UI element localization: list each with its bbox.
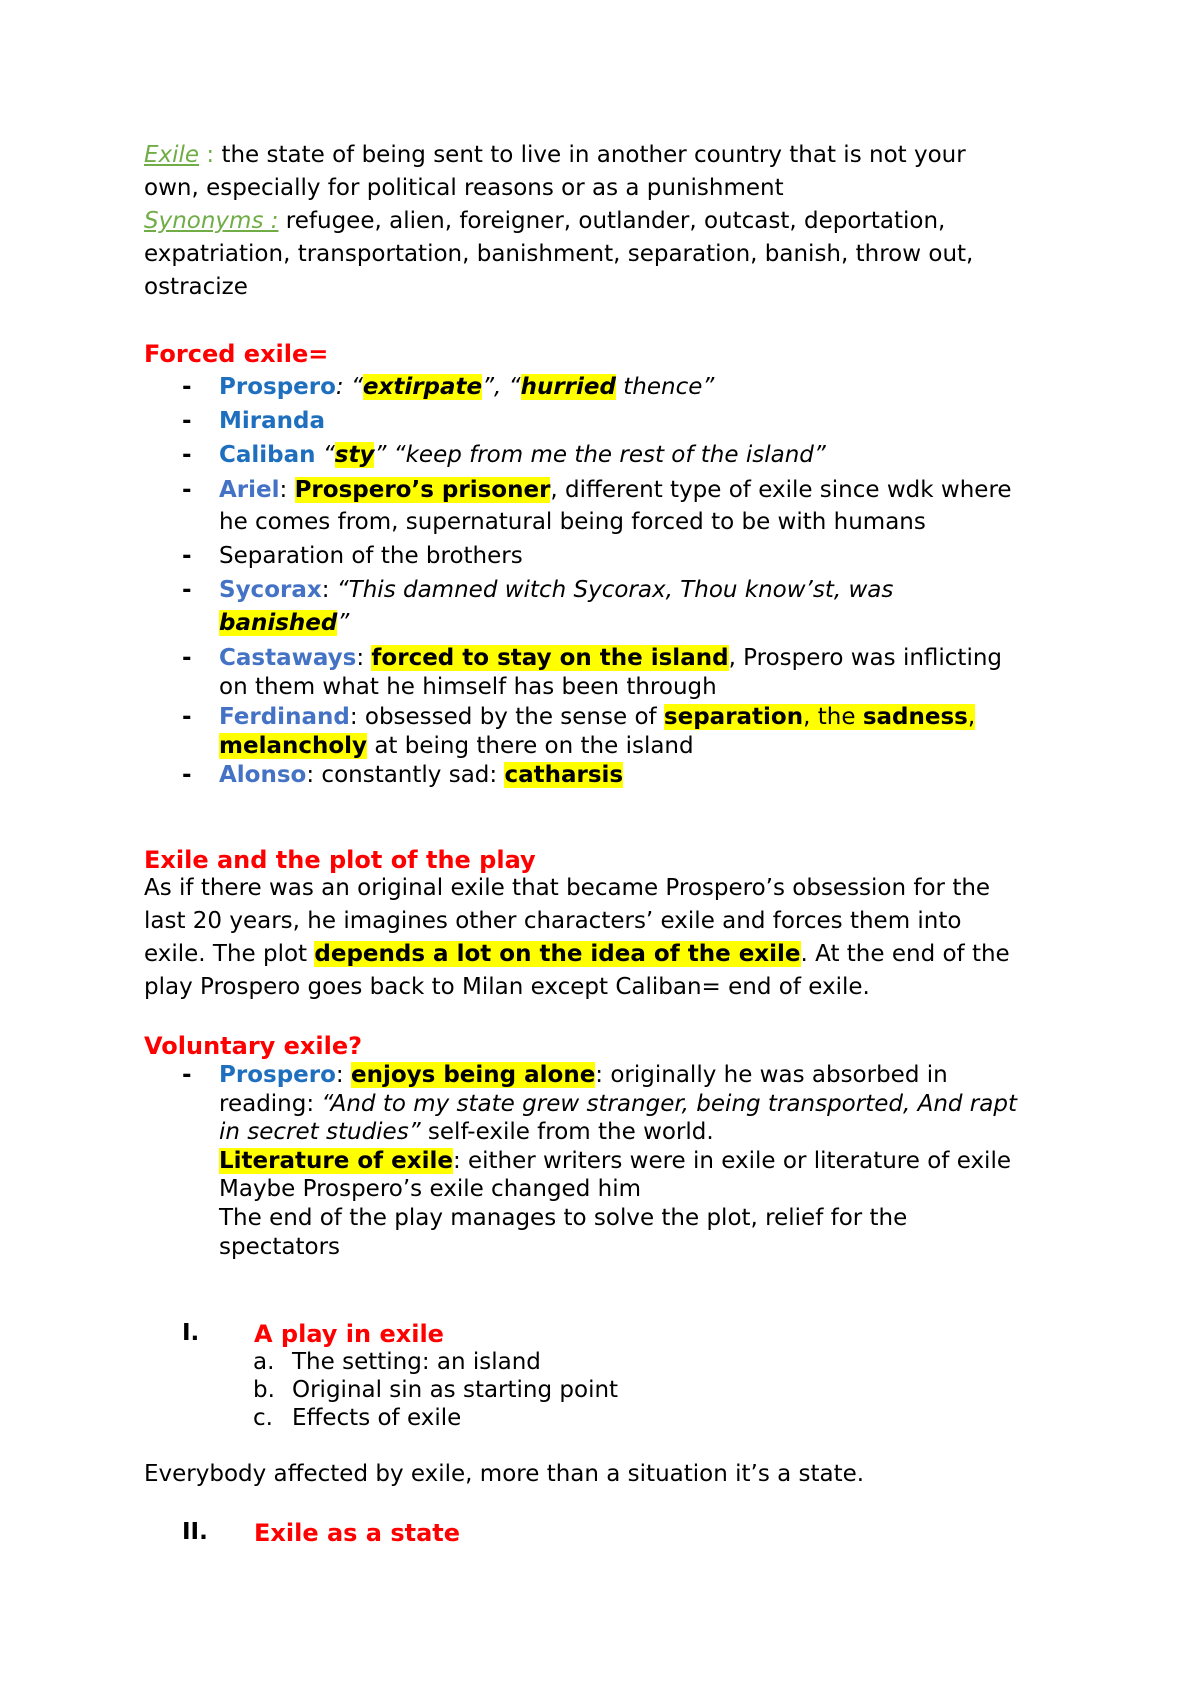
bullet-miranda: Miranda: [219, 408, 325, 434]
synonyms-line-2: expatriation, transportation, banishment, separation, banish, throw out,: [144, 241, 974, 267]
highlight-forced-to-stay: forced to stay on the island: [371, 645, 729, 671]
outline-item: Original sin as starting point: [292, 1377, 619, 1403]
name-prospero: Prospero: [219, 374, 336, 400]
bullet-dash: -: [182, 374, 192, 400]
bullet-dash: -: [182, 1062, 192, 1088]
forced-exile-heading: Forced exile=: [144, 340, 329, 368]
highlight-banished: banished: [219, 610, 338, 636]
name-ferdinand: Ferdinand: [219, 704, 350, 730]
name-prospero: Prospero: [219, 1062, 336, 1088]
outline-letter: b.: [253, 1377, 275, 1403]
highlight-separation: separation: [663, 704, 804, 730]
end-of-play-line-1: The end of the play manages to solve the plot, relief for the: [219, 1205, 908, 1231]
highlight-melancholy: melancholy: [219, 733, 368, 759]
name-ariel: Ariel: [219, 477, 280, 503]
voluntary-heading: Voluntary exile?: [144, 1032, 363, 1060]
definition-text: the state of being sent to live in another country that is not your: [214, 142, 966, 168]
highlight-sty: sty: [334, 442, 375, 468]
name-sycorax: Sycorax: [219, 577, 322, 603]
bullet-dash: -: [182, 762, 192, 788]
outline-item: Effects of exile: [292, 1405, 462, 1431]
bullet-alonso: Alonso: constantly sad: catharsis: [219, 762, 624, 788]
bullet-prospero: Prospero: “extirpate”, “hurried thence”: [219, 374, 715, 400]
bullet-ferdinand-line-2: melancholy at being there on the island: [219, 733, 694, 759]
exile-term: Exile: [144, 142, 200, 168]
definition-separator: :: [199, 142, 215, 168]
bullet-dash: -: [182, 442, 192, 468]
highlight-hurried: hurried: [520, 374, 616, 400]
bullet-dash: -: [182, 477, 192, 503]
voluntary-line-2: reading: “And to my state grew stranger, being transported, And rapt: [219, 1091, 1017, 1117]
voluntary-line-3: in secret studies” self-exile from the world.: [219, 1119, 714, 1145]
everybody-line: Everybody affected by exile, more than a situation it’s a state.: [144, 1461, 865, 1487]
highlight-enjoys-being-alone: enjoys being alone: [350, 1062, 596, 1088]
bullet-caliban: Caliban “sty” “keep from me the rest of the island”: [219, 442, 826, 468]
highlight-depends-on-exile: depends a lot on the idea of the exile: [314, 941, 801, 967]
section-i-title: A play in exile: [254, 1320, 444, 1348]
outline-letter: c.: [253, 1405, 273, 1431]
highlight-extirpate: extirpate: [362, 374, 483, 400]
bullet-ferdinand: Ferdinand: obsessed by the sense of separation, the sadness,: [219, 704, 976, 730]
bullet-ariel-line-2: he comes from, supernatural being forced to be with humans: [219, 509, 926, 535]
plot-line-1: As if there was an original exile that became Prospero’s obsession for the: [144, 875, 991, 901]
definition-line-2: own, especially for political reasons or as a punishment: [144, 175, 784, 201]
bullet-castaways: Castaways: forced to stay on the island, Prospero was inflicting: [219, 645, 1003, 671]
highlight-prosperos-prisoner: Prospero’s prisoner: [294, 477, 551, 503]
name-caliban: Caliban: [219, 442, 316, 468]
section-ii-title: Exile as a state: [254, 1519, 461, 1547]
literature-of-exile-line: Literature of exile: either writers were in exile or literature of exile: [219, 1148, 1011, 1174]
bullet-sycorax-line-2: banished”: [219, 610, 350, 636]
maybe-line: Maybe Prospero’s exile changed him: [219, 1176, 641, 1202]
plot-line-4: play Prospero goes back to Milan except Caliban= end of exile.: [144, 974, 870, 1000]
roman-numeral-i: I.: [182, 1320, 200, 1346]
synonyms-label: Synonyms :: [144, 208, 279, 234]
bullet-ariel: Ariel: Prospero’s prisoner, different type of exile since wdk where: [219, 477, 1012, 503]
synonyms-line-3: ostracize: [144, 274, 248, 300]
plot-heading: Exile and the plot of the play: [144, 846, 536, 874]
bullet-dash: -: [182, 408, 192, 434]
bullet-castaways-line-2: on them what he himself has been through: [219, 674, 717, 700]
bullet-sycorax: Sycorax: “This damned witch Sycorax, Thou know’st, was: [219, 577, 894, 603]
outline-item: The setting: an island: [292, 1349, 541, 1375]
outline-letter: a.: [253, 1349, 275, 1375]
synonyms-line-1: [144, 208, 945, 234]
end-of-play-line-2: spectators: [219, 1234, 341, 1260]
bullet-dash: -: [182, 543, 192, 569]
bullet-dash: -: [182, 645, 192, 671]
synonyms-text: refugee, alien, foreigner, outlander, outcast, deportation,: [278, 208, 946, 234]
bullet-dash: -: [182, 577, 192, 603]
highlight-sadness: sadness: [862, 704, 968, 730]
plot-line-2: last 20 years, he imagines other characters’ exile and forces them into: [144, 908, 962, 934]
name-castaways: Castaways: [219, 645, 357, 671]
plot-line-3: exile. The plot depends a lot on the idea of the exile. At the end of the: [144, 941, 1010, 967]
highlight-catharsis: catharsis: [504, 762, 624, 788]
bullet-dash: -: [182, 704, 192, 730]
bullet-separation: Separation of the brothers: [219, 543, 523, 569]
roman-numeral-ii: II.: [182, 1519, 208, 1545]
highlight-literature-of-exile: Literature of exile: [219, 1148, 453, 1174]
definition-line-1: [144, 142, 966, 168]
name-alonso: Alonso: [219, 762, 307, 788]
voluntary-prospero: Prospero: enjoys being alone: originally he was absorbed in: [219, 1062, 948, 1088]
